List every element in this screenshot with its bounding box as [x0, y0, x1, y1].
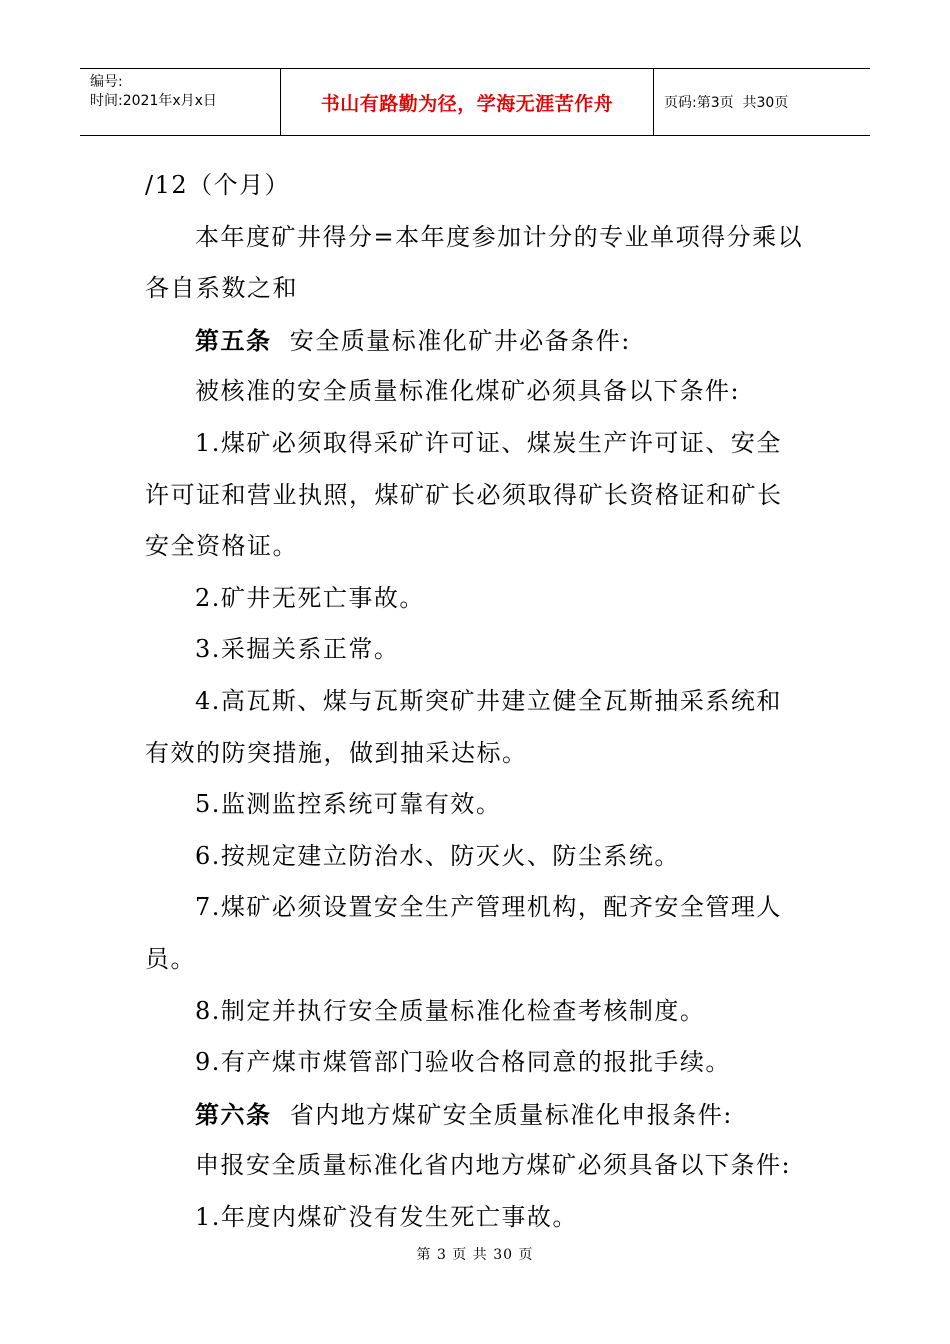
page-footer: 第 3 页 共 30 页: [416, 1247, 534, 1263]
body-line: 5.监测监控系统可靠有效。: [195, 790, 502, 819]
body-line: 安全资格证。: [145, 532, 298, 561]
header-page-cell: [654, 69, 870, 135]
body-line: 6.按规定建立防治水、防灭火、防尘系统。: [195, 841, 680, 870]
article-5-heading: [145, 315, 810, 367]
body-line: 7.煤矿必须设置安全生产管理机构，配齐安全管理人: [195, 893, 782, 922]
article-5-title: 安全质量标准化矿井必备条件:: [289, 326, 631, 355]
body-line: 4.高瓦斯、煤与瓦斯突矿井建立健全瓦斯抽采系统和: [195, 686, 782, 715]
page-header: [80, 68, 870, 136]
body-line: 本年度矿井得分=本年度参加计分的专业单项得分乘以: [195, 222, 804, 251]
body-line: 3.采掘关系正常。: [195, 635, 400, 664]
article-6-title: 省内地方煤矿安全质量标准化申报条件:: [289, 1100, 733, 1129]
document-time-label: 时间:2021年x月x日: [90, 93, 217, 109]
body-line: 各自系数之和: [145, 274, 298, 303]
document-number-label: 编号:: [90, 74, 123, 90]
header-motto-cell: [281, 69, 654, 135]
body-line: /12（个月）: [145, 171, 291, 199]
body-line: 9.有产煤市煤管部门验收合格同意的报批手续。: [195, 1048, 731, 1077]
article-6-label: 第六条: [195, 1099, 272, 1129]
document-body: [145, 160, 810, 1243]
body-line: 2.矿井无死亡事故。: [195, 583, 425, 612]
body-line: 被核准的安全质量标准化煤矿必须具备以下条件:: [195, 377, 741, 406]
body-line: 1.煤矿必须取得采矿许可证、煤炭生产许可证、安全: [195, 428, 782, 457]
body-line: 1.年度内煤矿没有发生死亡事故。: [195, 1202, 578, 1231]
article-6-heading: [145, 1089, 810, 1141]
header-page-number: 页码:第3页 共30页: [664, 95, 789, 111]
body-line: 申报安全质量标准化省内地方煤矿必须具备以下条件:: [195, 1151, 792, 1180]
article-5-label: 第五条: [195, 325, 272, 355]
body-line: 员。: [145, 944, 196, 973]
body-line: 许可证和营业执照，煤矿矿长必须取得矿长资格证和矿长: [145, 480, 783, 509]
header-motto: 书山有路勤为径，学海无涯苦作舟: [320, 92, 614, 115]
body-line: 有效的防突措施，做到抽采达标。: [145, 738, 528, 767]
body-line: 8.制定并执行安全质量标准化检查考核制度。: [195, 996, 706, 1025]
header-meta: [80, 69, 281, 135]
